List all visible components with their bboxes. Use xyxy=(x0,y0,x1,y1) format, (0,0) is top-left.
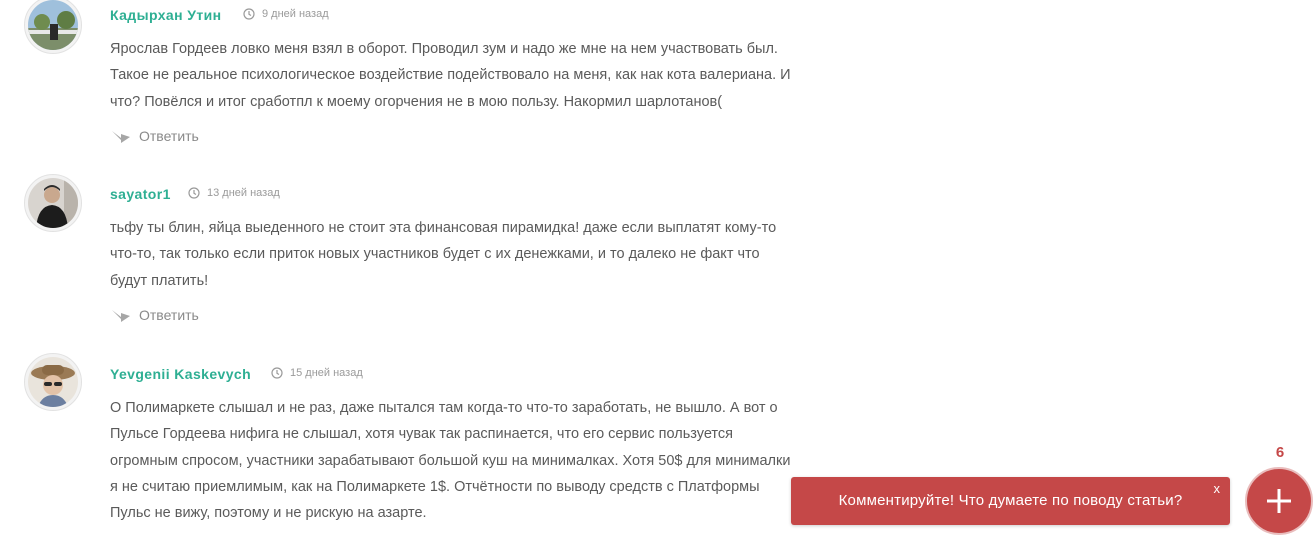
comment-text xyxy=(110,36,840,115)
cta-close-button[interactable]: x xyxy=(1213,481,1220,496)
comment-time-text: 15 дней назад xyxy=(290,367,363,379)
comment-text-line: я не считаю приемлимым, как на Полимаркете 1$. Отчётности по выводу средств с Платформы xyxy=(110,478,760,495)
reply-arrow-icon xyxy=(110,307,132,323)
reply-label: Ответить xyxy=(139,307,199,323)
reply-arrow-icon xyxy=(110,128,132,144)
comment-text-line: Ярослав Гордеев ловко меня взял в оборот. Проводил зум и надо же мне на нем участвовать был. xyxy=(110,41,778,57)
comment-text-line: будут платить! xyxy=(110,272,209,289)
comment-time xyxy=(243,8,329,20)
comment-text xyxy=(110,215,840,294)
clock-icon xyxy=(271,367,283,379)
reply-button[interactable] xyxy=(110,307,199,323)
comment-count: 6 xyxy=(1275,444,1285,461)
reply-button[interactable] xyxy=(110,128,199,144)
comment-text-line: Пульс не вижу, поэтому и не рискую на азарте. xyxy=(110,505,427,522)
avatar[interactable] xyxy=(24,353,82,411)
comment-text-line: Такое не реальное психологическое воздействие подействовало на меня, как нак кота валериана. И xyxy=(110,67,791,84)
comment-text-line: что? Повёлся и итог сработпл к моему огорчения не в мою пользу. Накормил шарлотанов( xyxy=(110,93,723,110)
comment-author[interactable]: Yevgenii Kaskevych xyxy=(110,366,252,382)
comment-text-line: что-то, так только если приток новых участников будет с их денежками, и то далеко не факт что xyxy=(110,246,760,263)
comment-text-line: Пульсе Гордеева нифига не слышал, хотя чувак так распинается, что его сервис пользуется xyxy=(110,426,733,443)
avatar[interactable] xyxy=(24,0,82,54)
reply-label: Ответить xyxy=(139,128,199,144)
comment-time xyxy=(271,367,363,379)
cta-text: Комментируйте! Что думаете по поводу статьи? xyxy=(838,492,1183,509)
comment-text-line: огромным спросом, участники зарабатывают большой куш на минималках. Хотя 50$ для минималки xyxy=(110,452,791,469)
comment-time-text: 13 дней назад xyxy=(207,187,280,199)
clock-icon xyxy=(188,187,200,199)
comment-author[interactable]: Кадырхан Утин xyxy=(110,7,222,23)
comment-time-text: 9 дней назад xyxy=(262,8,329,20)
comment-text xyxy=(110,395,840,526)
clock-icon xyxy=(243,8,255,20)
comment-time xyxy=(188,187,280,199)
plus-icon xyxy=(1265,487,1293,515)
comment-text-line: тьфу ты блин, яйца выеденного не стоит эта финансовая пирамидка! даже если выплатят кому-то xyxy=(110,220,777,236)
comment-text-line: О Полимаркете слышал и не раз, даже пытался там когда-то что-то заработать, не вышло. А вот о xyxy=(110,400,778,416)
add-comment-button[interactable] xyxy=(1245,467,1313,535)
comment-cta-banner[interactable] xyxy=(791,477,1230,525)
comment-author[interactable]: sayator1 xyxy=(110,186,171,202)
avatar[interactable] xyxy=(24,174,82,232)
